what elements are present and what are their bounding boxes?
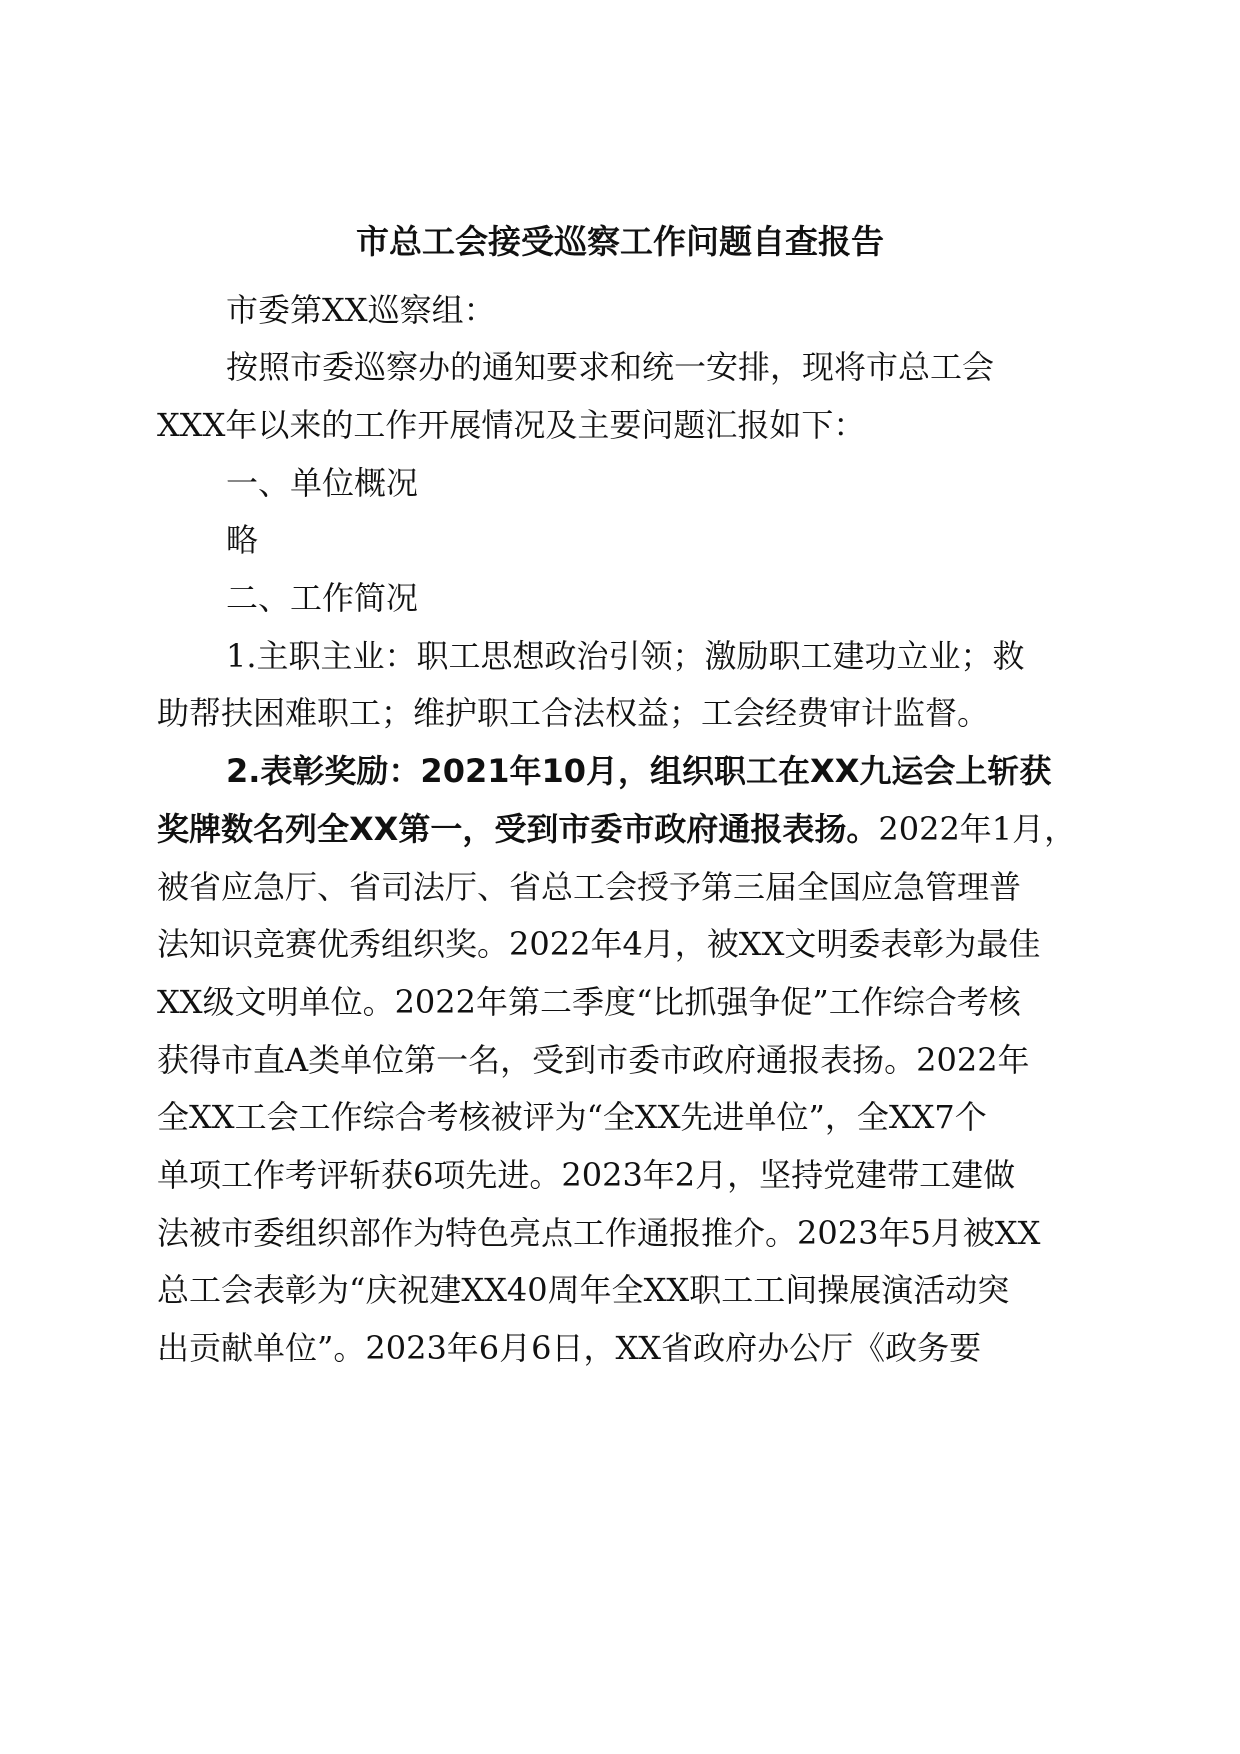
item-2-line: 法知识竞赛优秀组织奖。2022年4月，被XX文明委表彰为最佳 [157, 925, 1041, 963]
item-2-line: XX级文明单位。2022年第二季度“比抓强争促”工作综合考核 [157, 983, 1021, 1021]
item-2-line-2 [157, 809, 1076, 849]
intro-line-1: 按照市委巡察办的通知要求和统一安排，现将市总工会 [226, 348, 995, 386]
item-2-line: 出贡献单位”。2023年6月6日，XX省政府办公厅《政务要 [157, 1329, 982, 1367]
item-2-line: 获得市直A类单位第一名，受到市委市政府通报表扬。2022年 [157, 1041, 1030, 1079]
section-2-heading: 二、工作简况 [226, 579, 419, 617]
item-2-line: 单项工作考评斩获6项先进。2023年2月，坚持党建带工建做 [157, 1156, 1016, 1194]
item-2-bold-line-2: 奖牌数名列全XX第一，受到市委市政府通报表扬。 [157, 810, 879, 848]
page-title: 市总工会接受巡察工作问题自查报告 [356, 222, 884, 261]
intro-line-2: XXX年以来的工作开展情况及主要问题汇报如下： [157, 406, 866, 444]
salutation: 市委第XX巡察组： [226, 291, 496, 329]
section-1-heading: 一、单位概况 [226, 464, 419, 502]
item-2-bold-line-1: 2.表彰奖励：2021年10月，组织职工在XX九运会上斩获 [226, 752, 1052, 790]
item-1-line-2: 助帮扶困难职工；维护职工合法权益；工会经费审计监督。 [157, 694, 990, 732]
item-2-rest-line-2: 2022年1月， [878, 810, 1077, 848]
section-1-content: 略 [226, 521, 259, 559]
item-2-line: 被省应急厅、省司法厅、省总工会授予第三届全国应急管理普 [157, 868, 1022, 906]
item-2-line: 总工会表彰为“庆祝建XX40周年全XX职工工间操展演活动突 [157, 1271, 1010, 1309]
item-2-line: 法被市委组织部作为特色亮点工作通报推介。2023年5月被XX [157, 1214, 1041, 1252]
item-1-line-1: 1.主职主业：职工思想政治引领；激励职工建功立业；救 [226, 637, 1025, 675]
item-2-line: 全XX工会工作综合考核被评为“全XX先进单位”，全XX7个 [157, 1098, 987, 1136]
